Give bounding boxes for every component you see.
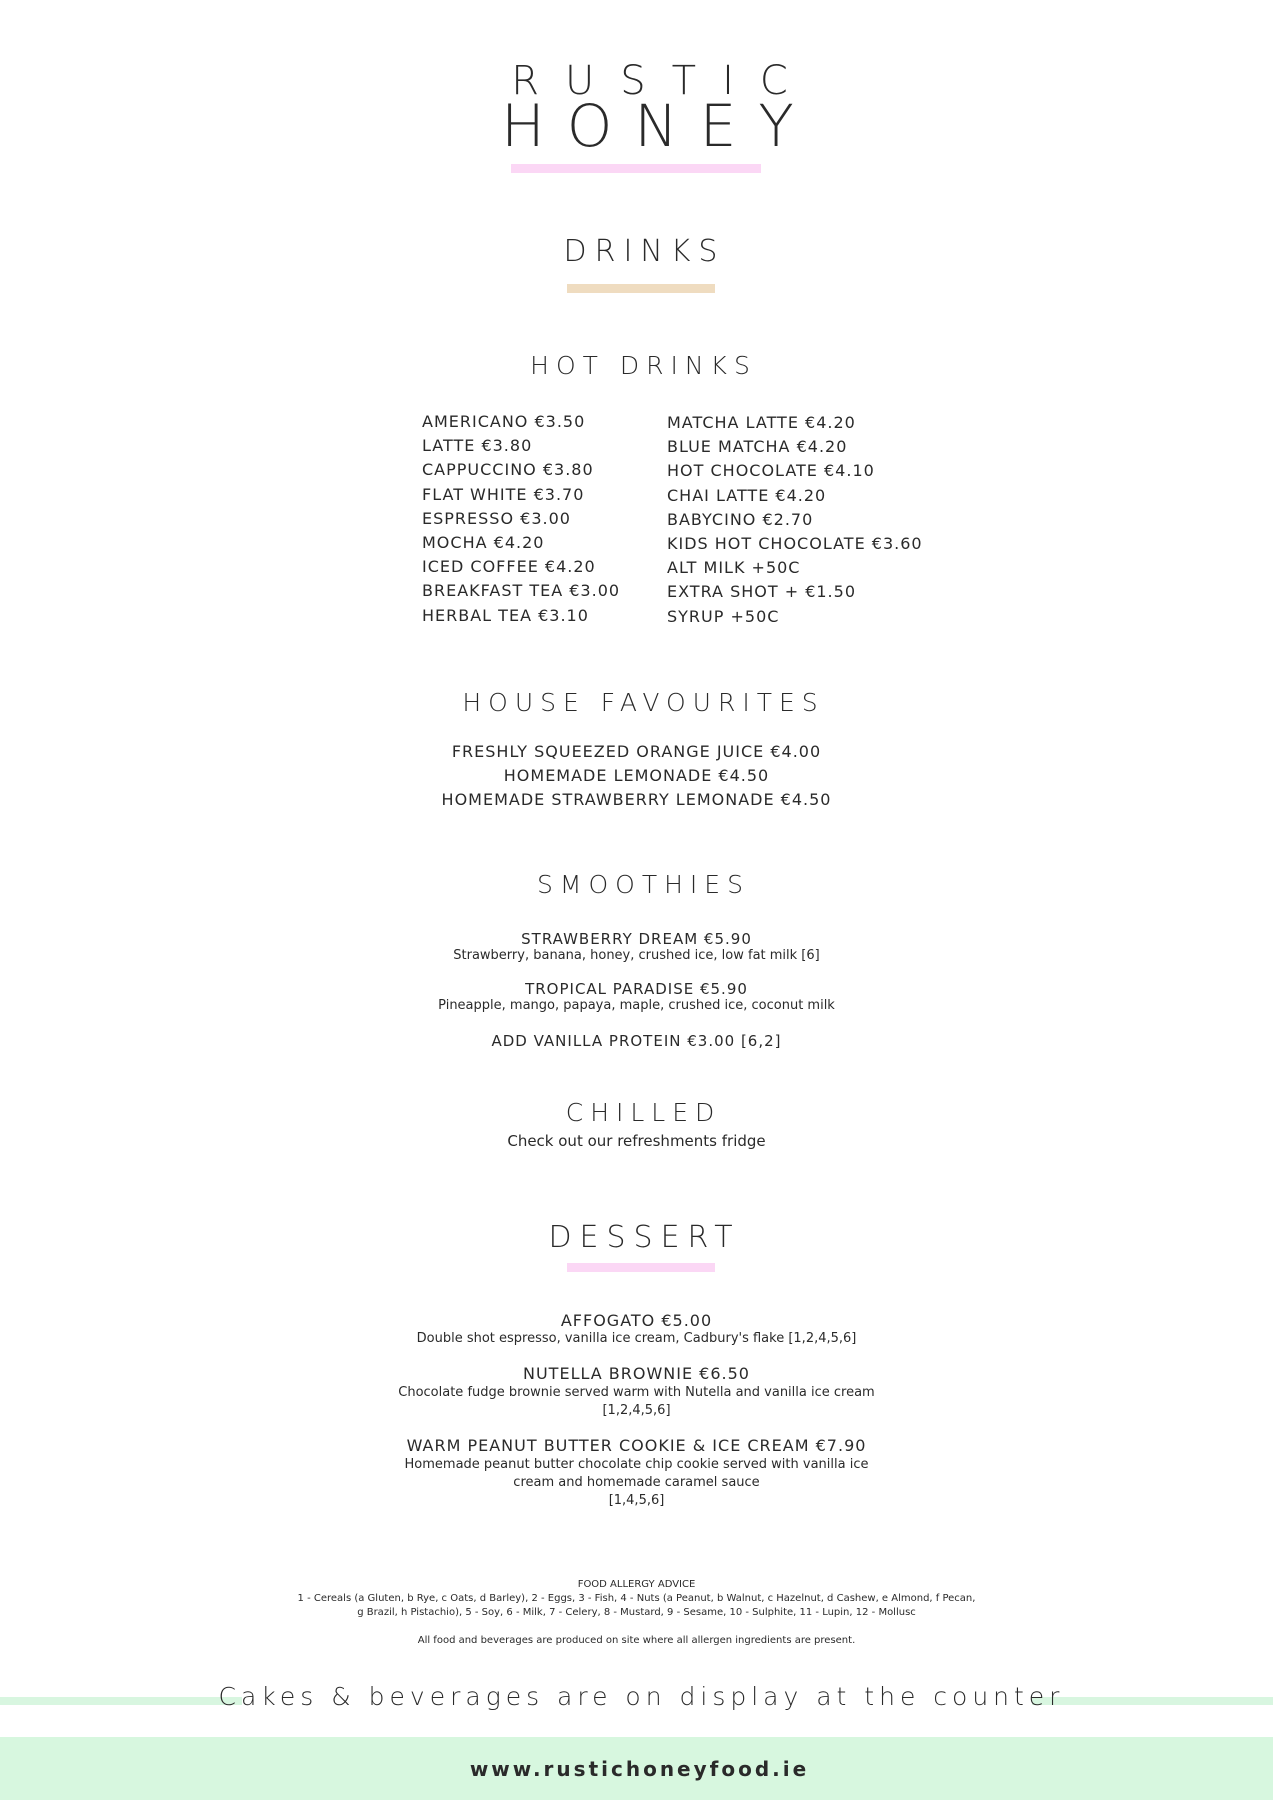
dessert-name: AFFOGATO €5.00 (560, 1311, 713, 1330)
dessert-description: cream and homemade caramel sauce (513, 1475, 760, 1490)
chilled-note: Check out our refreshments fridge (507, 1132, 766, 1150)
dessert-description: Double shot espresso, vanilla ice cream, Cadbury's flake [1,2,4,5,6] (416, 1331, 857, 1346)
smoothie-name: STRAWBERRY DREAM €5.90 (521, 930, 752, 948)
menu-item: HERBAL TEA €3.10 (422, 605, 589, 625)
menu-item: KIDS HOT CHOCOLATE €3.60 (667, 534, 923, 554)
chilled-title: CHILLED (565, 1098, 722, 1127)
menu-item: ALT MILK +50C (667, 558, 801, 578)
smoothie-description: Strawberry, banana, honey, crushed ice, low fat milk [6] (453, 948, 820, 963)
house-favourites-title: HOUSE FAVOURITES (462, 688, 825, 717)
menu-item: FLAT WHITE €3.70 (422, 484, 585, 504)
menu-item: HOMEMADE STRAWBERRY LEMONADE €4.50 (441, 790, 832, 809)
dessert-allergens: [1,2,4,5,6] (602, 1403, 671, 1418)
menu-item: MOCHA €4.20 (422, 533, 545, 553)
menu-item: BREAKFAST TEA €3.00 (422, 581, 621, 601)
menu-item: AMERICANO €3.50 (422, 412, 586, 431)
menu-item: SYRUP +50C (667, 606, 780, 626)
dessert-allergens: [1,4,5,6] (608, 1493, 665, 1508)
menu-item: EXTRA SHOT + €1.50 (667, 582, 856, 602)
menu-item: CHAI LATTE €4.20 (667, 485, 827, 505)
allergy-line: g Brazil, h Pistachio), 5 - Soy, 6 - Milk, 7 - Celery, 8 - Mustard, 9 - Sesame, 10 - Sulphite, 11 - Lupin, 12 - Mollusc (357, 1607, 916, 1618)
dessert-description: Chocolate fudge brownie served warm with Nutella and vanilla ice cream (398, 1385, 875, 1400)
menu-item: ESPRESSO €3.00 (422, 508, 571, 528)
hot-drinks-right-column (667, 411, 923, 629)
brand-line1: RUSTIC (511, 58, 814, 104)
menu-item: HOMEMADE LEMONADE €4.50 (503, 766, 770, 785)
smoothie-name: TROPICAL PARADISE €5.90 (525, 980, 748, 998)
menu-item: BABYCINO €2.70 (667, 509, 814, 529)
dessert-description: Homemade peanut butter chocolate chip cookie served with vanilla ice (404, 1457, 869, 1472)
brand-underline (511, 164, 761, 173)
hot-drinks-left-column (422, 410, 620, 628)
menu-item: HOT CHOCOLATE €4.10 (667, 461, 875, 481)
menu-item: CAPPUCCINO €3.80 (422, 460, 594, 480)
dessert-name: NUTELLA BROWNIE €6.50 (523, 1364, 750, 1383)
allergy-note: All food and beverages are produced on site where all allergen ingredients are present. (417, 1635, 856, 1646)
drinks-underline (567, 284, 715, 293)
smoothie-description: Pineapple, mango, papaya, maple, crushed ice, coconut milk (438, 998, 835, 1013)
smoothie-addon: ADD VANILLA PROTEIN €3.00 [6,2] (491, 1032, 782, 1050)
menu-item: BLUE MATCHA €4.20 (667, 437, 848, 457)
allergy-line: 1 - Cereals (a Gluten, b Rye, c Oats, d Barley), 2 - Eggs, 3 - Fish, 4 - Nuts (a Peanut, b Walnut, c Hazelnut, d Cashew, e Almond, f Pecan, (297, 1593, 976, 1604)
website-link[interactable]: www.rustichoneyfood.ie (469, 1757, 810, 1781)
menu-item: ICED COFFEE €4.20 (422, 557, 596, 577)
brand-line2: HONEY (501, 92, 816, 160)
smoothies-title: SMOOTHIES (537, 870, 750, 899)
dessert-title: DESSERT (548, 1220, 741, 1255)
dessert-underline (567, 1263, 715, 1272)
display-note: Cakes & beverages are on display at the counter (218, 1682, 1065, 1711)
menu-item: LATTE €3.80 (422, 436, 533, 456)
hot-drinks-title: HOT DRINKS (530, 351, 757, 380)
menu-item: MATCHA LATTE €4.20 (667, 413, 856, 432)
menu-item: FRESHLY SQUEEZED ORANGE JUICE €4.00 (451, 742, 822, 761)
drinks-title: DRINKS (563, 234, 726, 269)
allergy-title: FOOD ALLERGY ADVICE (577, 1579, 696, 1590)
dessert-name: WARM PEANUT BUTTER COOKIE & ICE CREAM €7.90 (406, 1436, 867, 1455)
